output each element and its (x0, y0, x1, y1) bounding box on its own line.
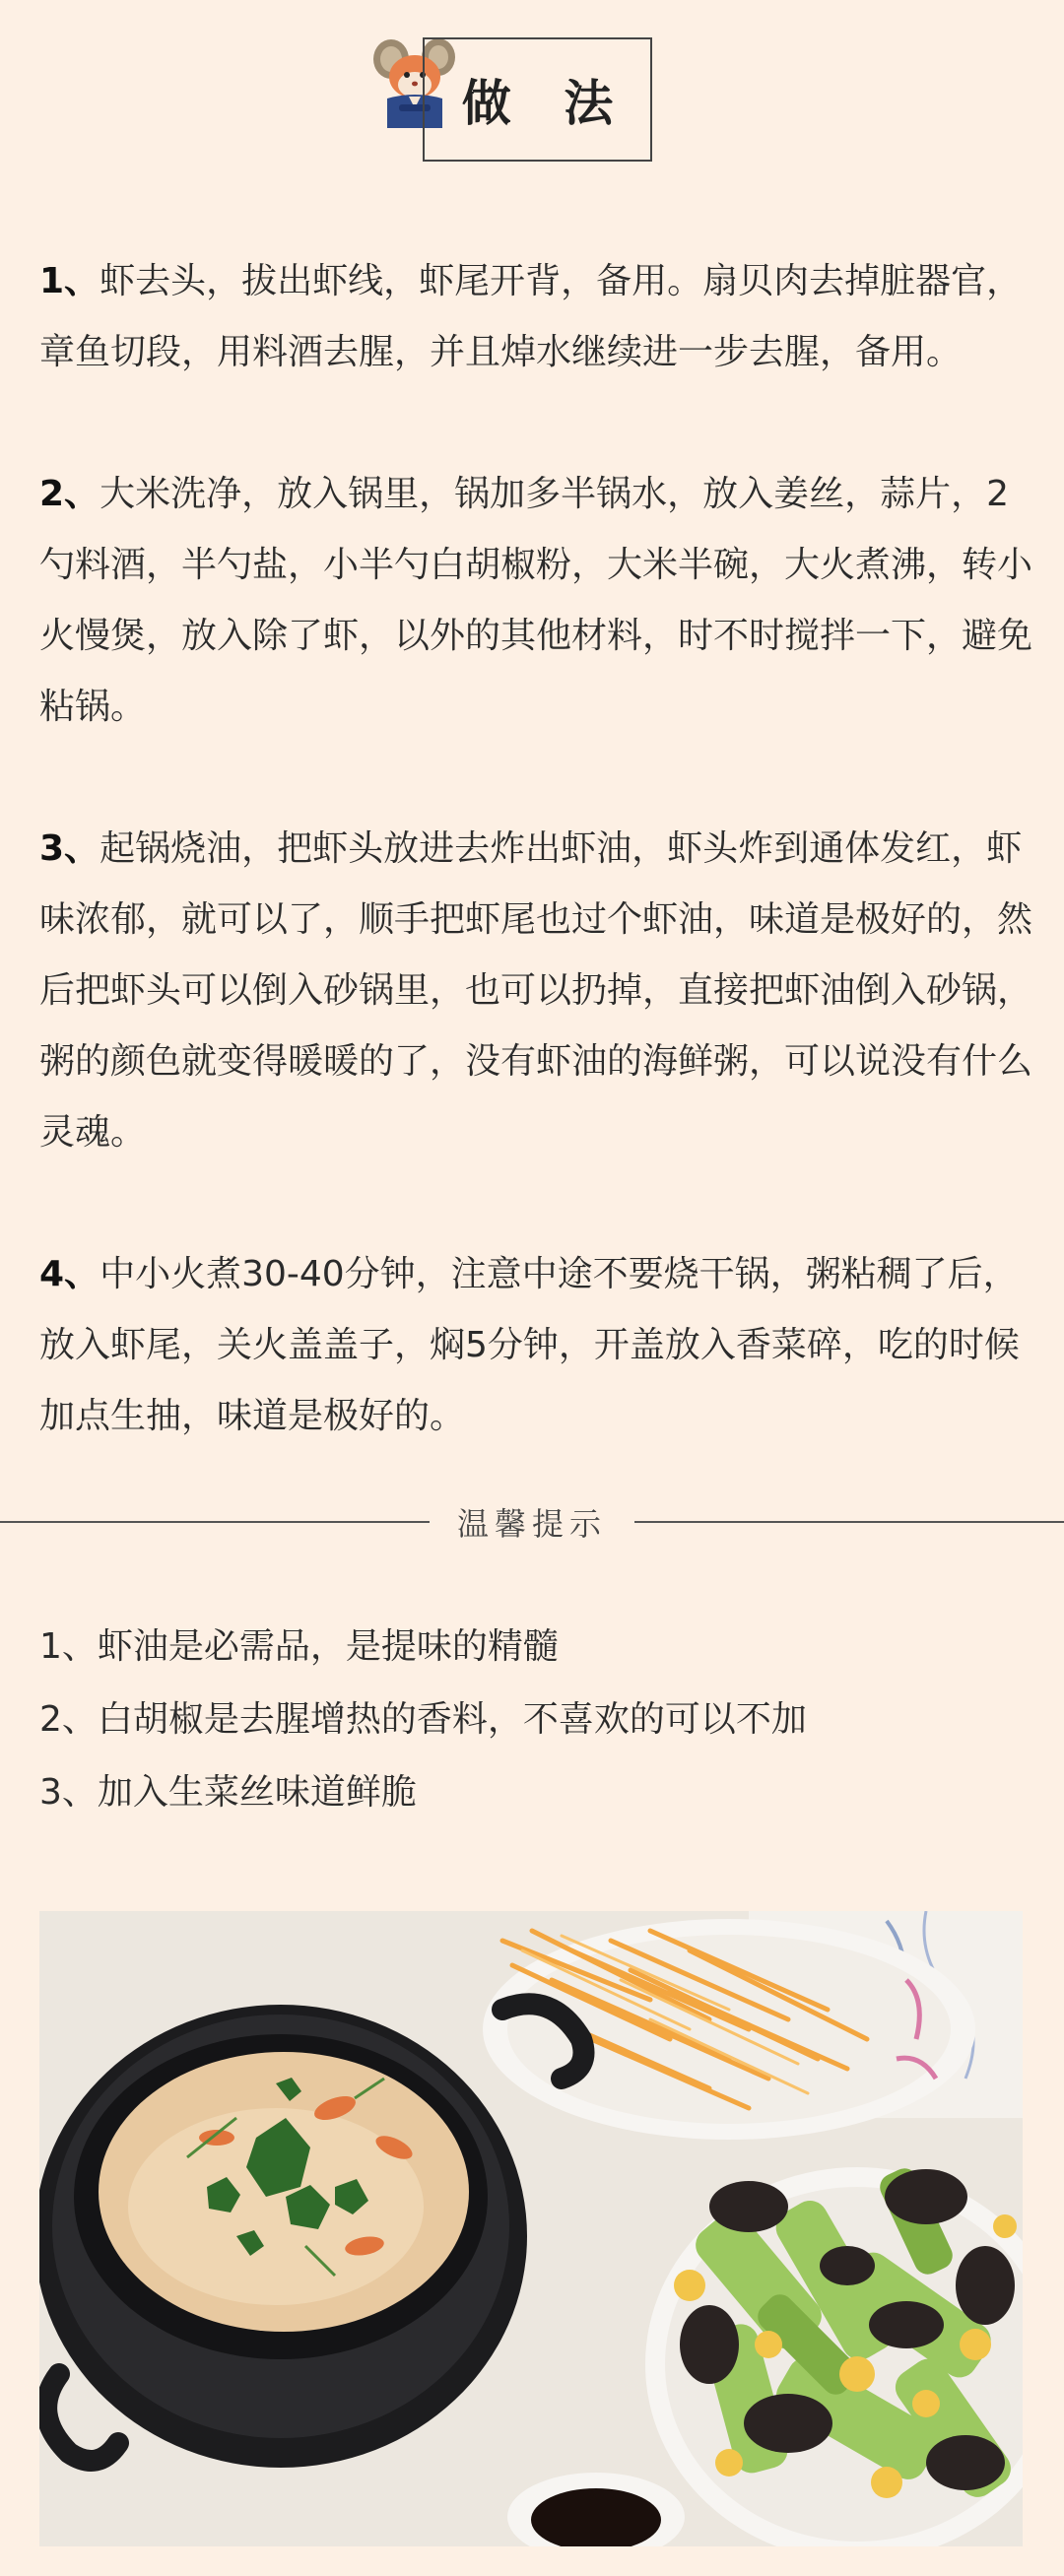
step-4 (39, 1239, 1034, 1452)
step-1 (39, 246, 1034, 388)
step-text: 中小火煮30-40分钟，注意中途不要烧干锅，粥粘稠了后，放入虾尾，关火盖盖子，焖5分钟，开盖放入香菜碎，吃的时候加点生抽，味道是极好的。 (39, 1254, 1020, 1436)
dish-photo (39, 1911, 1023, 2546)
tip-item: 2、白胡椒是去腥增热的香料，不喜欢的可以不加 (39, 1699, 807, 1740)
tip-item: 3、加入生菜丝味道鲜脆 (39, 1772, 417, 1813)
divider-line-right (634, 1521, 1064, 1523)
page-title: 做 法 (423, 37, 652, 162)
step-number: 1、 (39, 261, 100, 301)
step-text: 虾去头，拔出虾线，虾尾开背，备用。扇贝肉去掉脏器官，章鱼切段，用料酒去腥，并且焯水继续进一步去腥，备用。 (39, 261, 1023, 372)
step-text: 大米洗净，放入锅里，锅加多半锅水，放入姜丝，蒜片，2勺料酒，半勺盐，小半勺白胡椒粉，大米半碗，大火煮沸，转小火慢煲，放入除了虾，以外的其他材料，时不时搅拌一下，避免粘锅。 (39, 474, 1033, 727)
tip-item: 1、虾油是必需品，是提味的精髓 (39, 1626, 559, 1667)
seafood-congee-photo (39, 1911, 1023, 2546)
step-number: 2、 (39, 474, 100, 514)
step-2 (39, 459, 1034, 743)
header (369, 33, 655, 166)
tips-title: 温馨提示 (457, 1505, 608, 1543)
step-3 (39, 814, 1034, 1168)
step-number: 3、 (39, 828, 100, 869)
steps-list (39, 246, 1034, 1523)
divider-line-left (0, 1521, 430, 1523)
step-text: 起锅烧油，把虾头放进去炸出虾油，虾头炸到通体发红，虾味浓郁，就可以了，顺手把虾尾也过个虾油，味道是极好的，然后把虾头可以倒入砂锅里，也可以扔掉，直接把虾油倒入砂锅，粥的颜色就变得暖暖的了，没有虾油的海鲜粥，可以说没有什么灵魂。 (39, 828, 1033, 1153)
tips-divider (0, 1497, 1064, 1547)
step-number: 4、 (39, 1254, 100, 1294)
tips-list (39, 1611, 1025, 1829)
